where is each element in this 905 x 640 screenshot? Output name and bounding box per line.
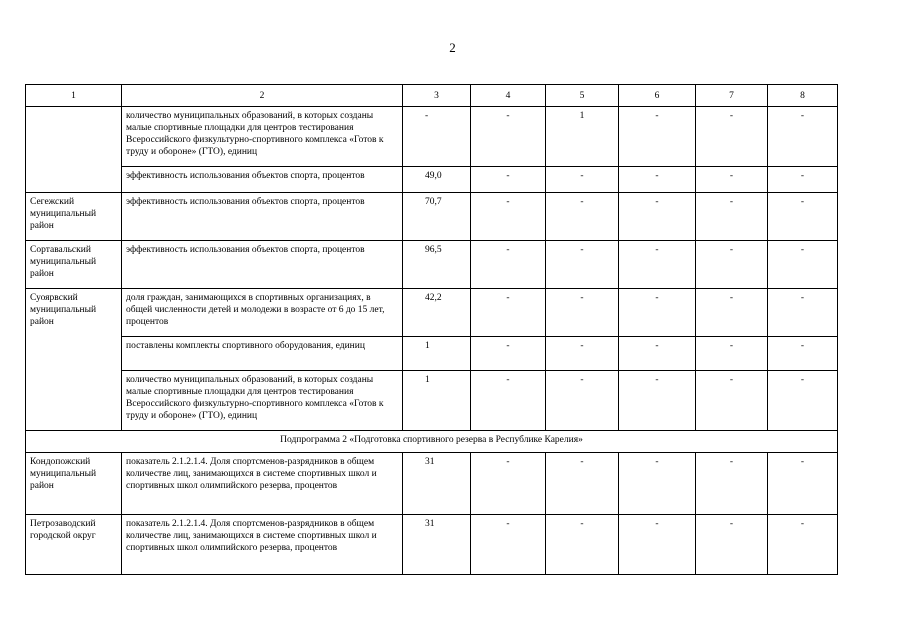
indicator-cell: поставлены комплекты спортивного оборудования, единиц <box>122 337 403 371</box>
value-cell: - <box>471 107 546 167</box>
table-row <box>26 167 838 193</box>
value-cell: - <box>768 193 838 241</box>
value-cell: - <box>619 337 696 371</box>
value-cell: 70,7 <box>403 193 471 241</box>
table-row <box>26 515 838 575</box>
value-cell: - <box>619 241 696 289</box>
value-cell: - <box>546 241 619 289</box>
value-cell: - <box>619 107 696 167</box>
table-row <box>26 371 838 431</box>
page-number: 2 <box>449 40 456 55</box>
value-cell: 31 <box>403 453 471 515</box>
value-cell: - <box>696 515 768 575</box>
value-cell: - <box>696 289 768 337</box>
value-cell: - <box>619 289 696 337</box>
value-cell: - <box>546 515 619 575</box>
value-cell: - <box>546 337 619 371</box>
value-cell: - <box>768 107 838 167</box>
header-cell: 4 <box>471 85 546 107</box>
indicator-cell: количество муниципальных образований, в которых созданы малые спортивные площадки для центров тестирования Всероссийского физкультурно-спортивного комплекса «Готов к труду и обороне» (ГТО), единиц <box>122 107 403 167</box>
value-cell: - <box>768 453 838 515</box>
value-cell: - <box>546 453 619 515</box>
value-cell: - <box>696 241 768 289</box>
header-cell: 7 <box>696 85 768 107</box>
value-cell: 49,0 <box>403 167 471 193</box>
indicator-cell: эффективность использования объектов спорта, процентов <box>122 193 403 241</box>
header-row <box>26 85 838 107</box>
value-cell: - <box>471 453 546 515</box>
region-cell: Сортавальский муниципальный район <box>26 241 122 289</box>
value-cell: - <box>546 167 619 193</box>
table-row <box>26 289 838 337</box>
region-cell: Сегежский муниципальный район <box>26 193 122 241</box>
table-row <box>26 193 838 241</box>
value-cell: - <box>403 107 471 167</box>
value-cell: - <box>696 107 768 167</box>
value-cell: - <box>768 337 838 371</box>
indicator-cell: доля граждан, занимающихся в спортивных организациях, в общей численности детей и молодежи в возрасте от 6 до 15 лет, процентов <box>122 289 403 337</box>
value-cell: - <box>768 289 838 337</box>
value-cell: - <box>471 167 546 193</box>
value-cell: 1 <box>546 107 619 167</box>
value-cell: - <box>696 167 768 193</box>
header-cell: 2 <box>122 85 403 107</box>
value-cell: 96,5 <box>403 241 471 289</box>
header-cell: 1 <box>26 85 122 107</box>
value-cell: - <box>696 371 768 431</box>
header-cell: 5 <box>546 85 619 107</box>
value-cell: - <box>768 241 838 289</box>
header-cell: 6 <box>619 85 696 107</box>
value-cell: - <box>696 337 768 371</box>
value-cell: - <box>768 371 838 431</box>
value-cell: 31 <box>403 515 471 575</box>
indicator-cell: показатель 2.1.2.1.4. Доля спортсменов-разрядников в общем количестве лиц, занимающихся в системе спортивных школ и спортивных школ олимпийского резерва, процентов <box>122 453 403 515</box>
value-cell: - <box>471 515 546 575</box>
table-row <box>26 241 838 289</box>
header-cell: 3 <box>403 85 471 107</box>
value-cell: - <box>471 289 546 337</box>
value-cell: 1 <box>403 371 471 431</box>
value-cell: - <box>619 371 696 431</box>
value-cell: - <box>619 515 696 575</box>
value-cell: - <box>471 371 546 431</box>
value-cell: - <box>768 167 838 193</box>
table-row <box>26 337 838 371</box>
value-cell: - <box>619 193 696 241</box>
indicator-cell: количество муниципальных образований, в которых созданы малые спортивные площадки для центров тестирования Всероссийского физкультурно-спортивного комплекса «Готов к труду и обороне» (ГТО), единиц <box>122 371 403 431</box>
value-cell: - <box>546 289 619 337</box>
region-cell: Петрозаводский городской округ <box>26 515 122 575</box>
value-cell: - <box>546 193 619 241</box>
value-cell: - <box>619 167 696 193</box>
table-row <box>26 453 838 515</box>
indicator-cell: показатель 2.1.2.1.4. Доля спортсменов-разрядников в общем количестве лиц, занимающихся в системе спортивных школ и спортивных школ олимпийского резерва, процентов <box>122 515 403 575</box>
region-cell <box>26 107 122 193</box>
value-cell: - <box>696 453 768 515</box>
region-cell: Кондопожский муниципальный район <box>26 453 122 515</box>
value-cell: - <box>471 241 546 289</box>
subprogram-row <box>26 431 838 453</box>
region-cell: Суоярвский муниципальный район <box>26 289 122 431</box>
indicator-cell: эффективность использования объектов спорта, процентов <box>122 167 403 193</box>
value-cell: 42,2 <box>403 289 471 337</box>
header-cell: 8 <box>768 85 838 107</box>
indicator-cell: эффективность использования объектов спорта, процентов <box>122 241 403 289</box>
value-cell: - <box>696 193 768 241</box>
value-cell: - <box>471 337 546 371</box>
value-cell: - <box>768 515 838 575</box>
subprogram-title: Подпрограмма 2 «Подготовка спортивного резерва в Республике Карелия» <box>26 431 838 453</box>
value-cell: - <box>619 453 696 515</box>
value-cell: - <box>546 371 619 431</box>
value-cell: 1 <box>403 337 471 371</box>
value-cell: - <box>471 193 546 241</box>
indicators-table <box>25 84 838 575</box>
table-row <box>26 107 838 167</box>
